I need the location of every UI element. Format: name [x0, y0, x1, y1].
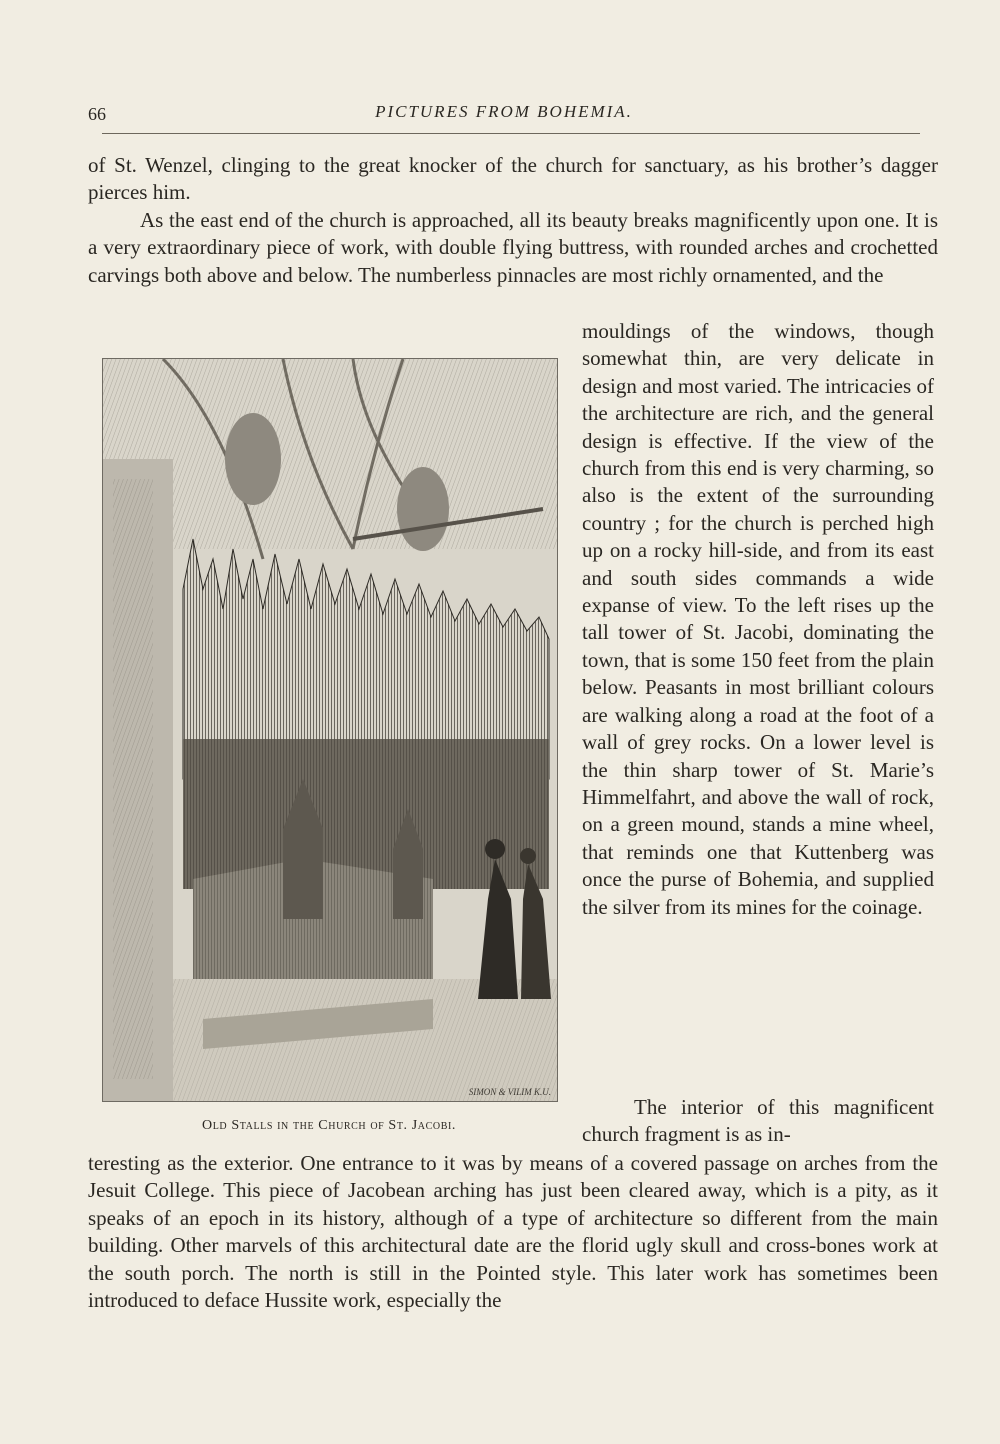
page-number: 66 — [88, 104, 106, 124]
running-title: PICTURES FROM BOHEMIA. — [375, 102, 633, 121]
paragraph-interior: teresting as the exterior. One entrance to it was by means of a covered passage on arches from the Jesuit College. This piece of Jacobean arching has just been cleared away, which is a pity, as it speaks of an epoch in its history, although of a type of architecture so different from the main building. Other marvels of this architectural date are the florid ugly skull and cross-bones work at the south porch. The north is still in the Pointed style. This later work has sometimes been introduced to deface Hussite work, especially the — [88, 1151, 938, 1313]
intro-paragraph: of St. Wenzel, clinging to the great knocker of the church for sanctuary, as his brother’s dagger pierces him. — [88, 153, 938, 205]
page-header — [88, 98, 920, 134]
paragraph-interior-column: The interior of this magnificent church fragment is as in- — [582, 1095, 934, 1147]
figure-caption: Old Stalls in the Church of St. Jacobi. — [201, 1118, 456, 1133]
engraving-figure — [102, 358, 558, 1102]
header-rule — [102, 133, 920, 134]
choir-stalls-engraving — [103, 359, 557, 1101]
engraver-signature: SIMON & VILIM K.U. — [468, 1087, 551, 1097]
paragraph-east-end: As the east end of the church is approached, all its beauty breaks magnificently upon one. It is a very extraordinary piece of work, with double flying buttress, with rounded arches and crochetted carvings both above and below. The numberless pinnacles are most richly ornamented, and the — [88, 208, 938, 287]
paragraph-east-end-column: mouldings of the windows, though somewhat thin, are very delicate in design and most varied. The intricacies of the architecture are rich, and the general design is effective. If the view of the church from this end is very charming, so also is the extent of the surrounding country ; for the church is perched high up on a rocky hill-side, and from its east and south sides commands a wide expanse of view. To the left rises up the tall tower of St. Jacobi, dominating the town, that is some 150 feet from the plain below. Peasants in most brilliant colours are walking along a road at the foot of a wall of grey rocks. On a lower level is the thin sharp tower of St. Marie’s Himmelfahrt, and above the wall of rock, on a green mound, stands a mine wheel, that reminds one that Kuttenberg was once the purse of Bohemia, and supplied the silver from its mines for the coinage. — [582, 319, 934, 919]
